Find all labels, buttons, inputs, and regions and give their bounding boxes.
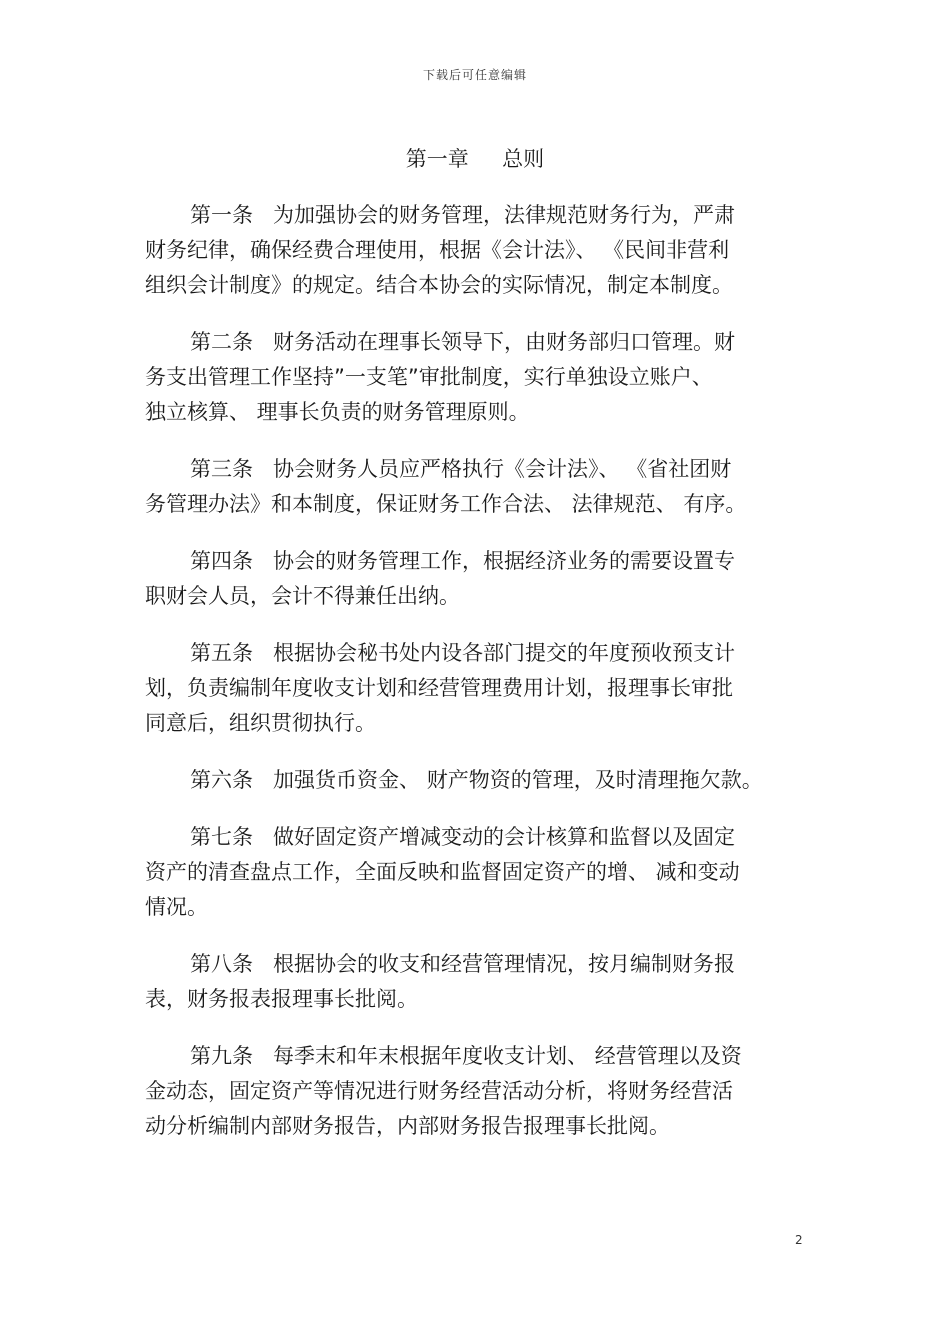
article-line: 第三条 协会财务人员应严格执行《会计法》、 《省社团财 bbox=[190, 457, 732, 481]
article-line: 务管理办法》和本制度，保证财务工作合法、 法律规范、 有序。 bbox=[145, 492, 747, 516]
article-line: 务支出管理工作坚持”一支笔”审批制度，实行单独设立账户、 bbox=[145, 365, 713, 389]
article-1 bbox=[145, 198, 805, 303]
document-body bbox=[145, 198, 805, 1166]
article-3 bbox=[145, 452, 805, 522]
article-line: 第四条 协会的财务管理工作，根据经济业务的需要设置专 bbox=[190, 549, 736, 573]
article-line: 组织会计制度》的规定。结合本协会的实际情况，制定本制度。 bbox=[145, 273, 733, 297]
article-line: 同意后，组织贯彻执行。 bbox=[145, 711, 376, 735]
article-line: 资产的清查盘点工作，全面反映和监督固定资产的增、 减和变动 bbox=[145, 860, 740, 884]
article-8 bbox=[145, 947, 805, 1017]
article-line: 第六条 加强货币资金、 财产物资的管理，及时清理拖欠款。 bbox=[190, 768, 763, 792]
article-line: 表，财务报表报理事长批阅。 bbox=[145, 987, 418, 1011]
article-line: 第一条 为加强协会的财务管理，法律规范财务行为，严肃 bbox=[190, 203, 736, 227]
page-number: 2 bbox=[795, 1233, 803, 1247]
article-line: 划，负责编制年度收支计划和经营管理费用计划，报理事长审批 bbox=[145, 676, 733, 700]
article-2 bbox=[145, 325, 805, 430]
article-line: 独立核算、 理事长负责的财务管理原则。 bbox=[145, 400, 530, 424]
article-line: 职财会人员，会计不得兼任出纳。 bbox=[145, 584, 460, 608]
article-6 bbox=[145, 763, 805, 798]
article-line: 第七条 做好固定资产增减变动的会计核算和监督以及固定 bbox=[190, 825, 736, 849]
article-line: 财务纪律，确保经费合理使用，根据《会计法》、 《民间非营利 bbox=[145, 238, 730, 262]
article-4 bbox=[145, 544, 805, 614]
article-line: 情况。 bbox=[145, 895, 208, 919]
article-line: 金动态，固定资产等情况进行财务经营活动分析，将财务经营活 bbox=[145, 1079, 733, 1103]
article-line: 第九条 每季末和年末根据年度收支计划、 经营管理以及资 bbox=[190, 1044, 742, 1068]
article-7 bbox=[145, 820, 805, 925]
article-line: 第二条 财务活动在理事长领导下，由财务部归口管理。财 bbox=[190, 330, 736, 354]
article-line: 动分析编制内部财务报告，内部财务报告报理事长批阅。 bbox=[145, 1114, 670, 1138]
article-9 bbox=[145, 1039, 805, 1144]
article-line: 第八条 根据协会的收支和经营管理情况，按月编制财务报 bbox=[190, 952, 736, 976]
chapter-title: 第一章 总则 bbox=[405, 147, 545, 171]
article-5 bbox=[145, 636, 805, 741]
page-header: 下载后可任意编辑 bbox=[422, 68, 527, 82]
article-line: 第五条 根据协会秘书处内设各部门提交的年度预收预支计 bbox=[190, 641, 736, 665]
